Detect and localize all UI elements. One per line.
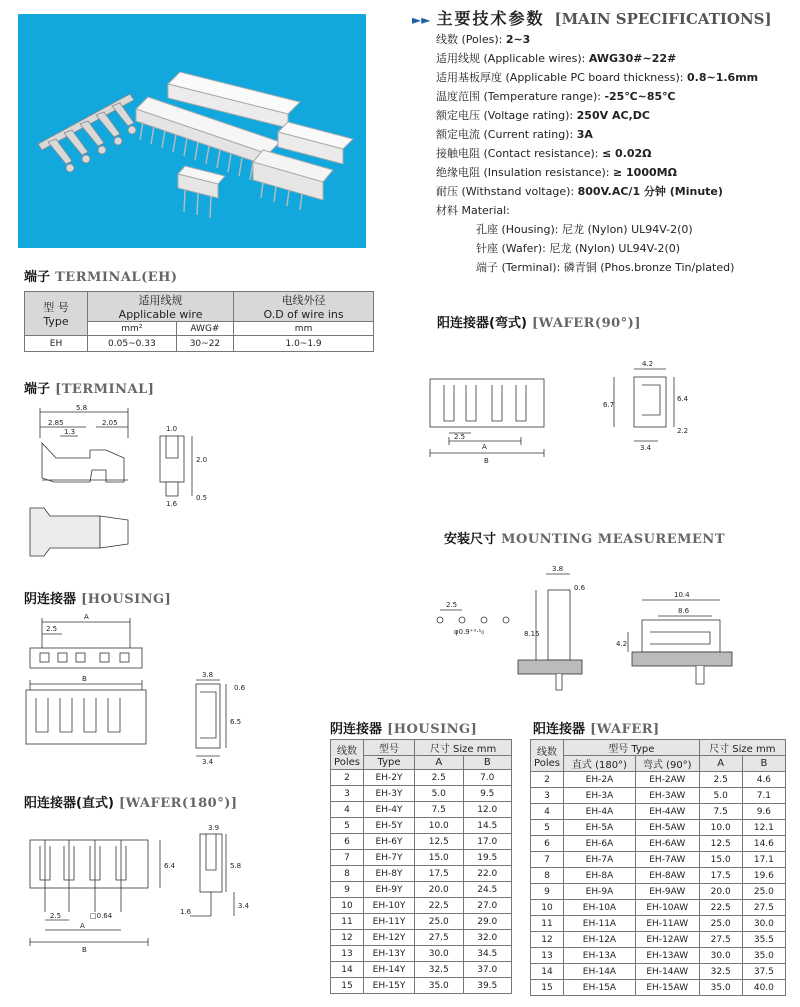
table-cell: EH-2AW — [635, 772, 699, 788]
table-cell: 27.5 — [699, 932, 742, 948]
table-cell: 2.5 — [415, 770, 464, 786]
table-cell: 9.6 — [742, 804, 785, 820]
table-cell: 7.1 — [742, 788, 785, 804]
dim-label: 4.2 — [616, 640, 628, 648]
table-cell: 7.5 — [415, 802, 464, 818]
dim-label: 10.4 — [674, 591, 690, 599]
table-cell: 2 — [331, 770, 364, 786]
table-cell: 12 — [331, 930, 364, 946]
product-photo — [18, 14, 366, 248]
table-row — [331, 882, 512, 898]
table-cell: 6 — [531, 836, 564, 852]
table-row — [531, 772, 786, 788]
table-cell: 29.0 — [463, 914, 512, 930]
table-cell: 30.0 — [742, 916, 785, 932]
table-row — [531, 884, 786, 900]
table-cell: 25.0 — [699, 916, 742, 932]
spec-item: 温度范围 (Temperature range): -25℃~85℃ — [436, 90, 676, 103]
table-row — [331, 930, 512, 946]
table-cell: EH-5Y — [364, 818, 415, 834]
col-a-header: A — [415, 756, 464, 770]
table-cell: EH-14AW — [635, 964, 699, 980]
type-header: 型号 — [364, 740, 415, 756]
table-cell: EH-8Y — [364, 866, 415, 882]
table-cell: 39.5 — [463, 978, 512, 994]
table-cell: EH-13AW — [635, 948, 699, 964]
table-cell: 17.1 — [742, 852, 785, 868]
table-cell: 13 — [531, 948, 564, 964]
dim-label: B — [82, 946, 87, 954]
table-cell: 7.0 — [463, 770, 512, 786]
dim-label: 2.5 — [46, 625, 58, 633]
table-cell: 37.0 — [463, 962, 512, 978]
wafer180-drawing — [20, 812, 260, 958]
table-cell: EH-7AW — [635, 852, 699, 868]
table-cell: EH-4Y — [364, 802, 415, 818]
spec-list — [436, 30, 758, 277]
table-cell: EH-10Y — [364, 898, 415, 914]
table-row — [331, 978, 512, 994]
spec-title-zh: 主要技术参数 — [436, 9, 545, 28]
table-cell: 2.5 — [699, 772, 742, 788]
material-item: 针座 (Wafer): 尼龙 (Nylon) UL94V-2(0) — [476, 242, 681, 255]
table-cell: EH-13A — [564, 948, 636, 964]
table-cell: 35.0 — [699, 980, 742, 996]
table-row — [531, 948, 786, 964]
col-a-header: A — [699, 756, 742, 772]
dim-label: A — [80, 922, 85, 930]
col-b-header: B — [742, 756, 785, 772]
table-cell: EH-8AW — [635, 868, 699, 884]
table-cell: EH-7A — [564, 852, 636, 868]
spec-item: 线数 (Poles): 2~3 — [436, 33, 531, 46]
table-row — [331, 802, 512, 818]
dim-label: 6.7 — [603, 401, 615, 409]
table-cell: 19.6 — [742, 868, 785, 884]
table-row — [531, 804, 786, 820]
table-cell: EH-4A — [564, 804, 636, 820]
table-cell: EH-9Y — [364, 882, 415, 898]
table-row — [531, 900, 786, 916]
table-cell: 35.0 — [742, 948, 785, 964]
table-cell: 11 — [531, 916, 564, 932]
table-cell: EH-10A — [564, 900, 636, 916]
table-cell: 7 — [531, 852, 564, 868]
table-cell: EH-6A — [564, 836, 636, 852]
table-cell: 10.0 — [699, 820, 742, 836]
spec-item: 材料 Material: — [436, 204, 510, 217]
dim-label: 3.9 — [208, 824, 220, 832]
dim-label: 3.8 — [202, 671, 214, 679]
spec-item: 额定电流 (Current rating): 3A — [436, 128, 593, 141]
table-cell: EH-9AW — [635, 884, 699, 900]
dim-label: 2.85 — [48, 419, 64, 427]
table-row — [331, 962, 512, 978]
table-cell: EH-5AW — [635, 820, 699, 836]
table-cell: 32.5 — [415, 962, 464, 978]
table-cell: 14.6 — [742, 836, 785, 852]
dim-label: 1.3 — [64, 428, 76, 436]
dim-label: 0.6 — [234, 684, 246, 692]
dim-label: B — [82, 675, 87, 683]
table-cell: 25.0 — [415, 914, 464, 930]
table-cell: 9 — [331, 882, 364, 898]
table-cell: EH-7Y — [364, 850, 415, 866]
table-cell: 4 — [531, 804, 564, 820]
table-cell: EH-15Y — [364, 978, 415, 994]
dim-label: 2.5 — [50, 912, 62, 920]
size-header: 尺寸 Size mm — [699, 740, 785, 756]
table-cell: 12.5 — [699, 836, 742, 852]
table-cell: EH-11A — [564, 916, 636, 932]
table-cell: 30.0 — [415, 946, 464, 962]
table-cell: 15.0 — [699, 852, 742, 868]
table-cell: 11 — [331, 914, 364, 930]
table-row — [331, 866, 512, 882]
spec-item: 适用基板厚度 (Applicable PC board thickness): 0.8~1.6mm — [436, 71, 759, 84]
type-header-en: Type — [364, 756, 415, 770]
table-cell: EH-14A — [564, 964, 636, 980]
col-b-header: B — [463, 756, 512, 770]
table-cell: EH-3A — [564, 788, 636, 804]
table-cell: EH-12AW — [635, 932, 699, 948]
section-housing: 阴连接器 [HOUSING] — [24, 592, 172, 607]
table-cell: 5.0 — [699, 788, 742, 804]
material-item: 端子 (Terminal): 磷青铜 (Phos.bronze Tin/plated) — [476, 261, 735, 274]
table-row — [531, 788, 786, 804]
table-row — [531, 836, 786, 852]
table-row — [331, 946, 512, 962]
poles-header: 线数 Poles — [331, 740, 364, 770]
table-cell: 14 — [331, 962, 364, 978]
table-cell: 22.5 — [699, 900, 742, 916]
table-cell: 25.0 — [742, 884, 785, 900]
connector-photo-illustration — [18, 14, 366, 248]
table-cell: 14.5 — [463, 818, 512, 834]
table-row — [331, 834, 512, 850]
dim-label: A — [84, 613, 89, 621]
table-cell: EH-10AW — [635, 900, 699, 916]
dim-label: 6.5 — [230, 718, 242, 726]
table-row — [331, 898, 512, 914]
table-cell: 4.6 — [742, 772, 785, 788]
table-cell: 6 — [331, 834, 364, 850]
spec-header — [412, 6, 772, 29]
dim-label: 6.4 — [164, 862, 176, 870]
table-cell: EH-3AW — [635, 788, 699, 804]
dim-label: 3.4 — [238, 902, 250, 910]
spec-title-en: [MAIN SPECIFICATIONS] — [554, 10, 772, 28]
section-terminal: 端子 [TERMINAL] — [24, 382, 155, 397]
table-cell: 4 — [331, 802, 364, 818]
table-cell: 15 — [331, 978, 364, 994]
table-cell: EH-11Y — [364, 914, 415, 930]
table-cell: 8 — [331, 866, 364, 882]
dim-label: 0.5 — [196, 494, 208, 502]
table-cell: 13 — [331, 946, 364, 962]
table-row — [331, 818, 512, 834]
housing-table-body — [331, 770, 512, 994]
table-cell: 22.0 — [463, 866, 512, 882]
table-cell: EH-12A — [564, 932, 636, 948]
dim-label: 8.6 — [678, 607, 690, 615]
spec-item: 适用线规 (Applicable wires): AWG30#~22# — [436, 52, 677, 65]
dim-label: 1.0 — [166, 425, 178, 433]
arrow-bullet-icon: ►► — [412, 13, 431, 27]
table-cell: 20.0 — [415, 882, 464, 898]
angle-header: 弯式 (90°) — [635, 756, 699, 772]
wafer90-drawing — [420, 355, 690, 475]
table-cell: 15.0 — [415, 850, 464, 866]
dim-label: 1.6 — [166, 500, 178, 508]
table-cell: 22.5 — [415, 898, 464, 914]
table-cell: EH-2Y — [364, 770, 415, 786]
table-cell: 12.0 — [463, 802, 512, 818]
dim-label: 2.5 — [446, 601, 458, 609]
dim-label: 2.05 — [102, 419, 118, 427]
table-cell: 12.1 — [742, 820, 785, 836]
table-row — [531, 964, 786, 980]
table-cell: 9 — [531, 884, 564, 900]
table-cell: 24.5 — [463, 882, 512, 898]
poles-header: 线数 Poles — [531, 740, 564, 772]
table-row — [531, 820, 786, 836]
table-cell: 5 — [331, 818, 364, 834]
table-cell: 9.5 — [463, 786, 512, 802]
table-cell: 5 — [531, 820, 564, 836]
mounting-drawing — [420, 560, 740, 695]
wire-header: 适用线规 Applicable wire — [88, 292, 234, 322]
dim-label: φ0.9⁺⁰·¹₀ — [454, 628, 485, 636]
table-cell: 27.0 — [463, 898, 512, 914]
dim-label: 4.2 — [642, 360, 654, 368]
unit-mm2: mm² — [88, 322, 177, 336]
table-cell: 32.5 — [699, 964, 742, 980]
table-cell: 5.0 — [415, 786, 464, 802]
table-cell: EH-6AW — [635, 836, 699, 852]
table-row: EH 0.05~0.33 30~22 1.0~1.9 — [25, 336, 374, 352]
table-cell: EH-15A — [564, 980, 636, 996]
table-row — [331, 850, 512, 866]
terminal-spec-table — [24, 291, 374, 352]
table-cell: 2 — [531, 772, 564, 788]
unit-awg: AWG# — [176, 322, 233, 336]
table-cell: 40.0 — [742, 980, 785, 996]
spec-item: 额定电压 (Voltage rating): 250V AC,DC — [436, 109, 650, 122]
dim-label: 1.6 — [180, 908, 192, 916]
section-wafer-table: 阳连接器 [WAFER] — [533, 722, 660, 737]
unit-mm: mm — [234, 322, 374, 336]
table-cell: EH-5A — [564, 820, 636, 836]
spec-item: 耐压 (Withstand voltage): 800V.AC/1 分钟 (Minute) — [436, 185, 723, 198]
dim-label: 3.4 — [640, 444, 652, 452]
table-cell: 3 — [331, 786, 364, 802]
material-item: 孔座 (Housing): 尼龙 (Nylon) UL94V-2(0) — [476, 223, 693, 236]
table-row — [331, 770, 512, 786]
table-cell: EH-13Y — [364, 946, 415, 962]
housing-drawing — [20, 608, 260, 768]
table-cell: 37.5 — [742, 964, 785, 980]
table-cell: 10.0 — [415, 818, 464, 834]
table-cell: EH-12Y — [364, 930, 415, 946]
table-row — [331, 786, 512, 802]
table-cell: 7 — [331, 850, 364, 866]
dim-label: 6.4 — [677, 395, 689, 403]
table-cell: 17.5 — [415, 866, 464, 882]
housing-size-table — [330, 739, 512, 994]
table-row — [531, 868, 786, 884]
table-cell: EH-9A — [564, 884, 636, 900]
table-cell: EH-2A — [564, 772, 636, 788]
wafer-table-body — [531, 772, 786, 996]
section-mounting: 安装尺寸 MOUNTING MEASUREMENT — [444, 532, 725, 547]
table-row — [531, 916, 786, 932]
dim-label: 3.4 — [202, 758, 214, 766]
table-cell: 15 — [531, 980, 564, 996]
table-cell: 17.5 — [699, 868, 742, 884]
table-cell: 19.5 — [463, 850, 512, 866]
table-cell: 12 — [531, 932, 564, 948]
table-cell: 3 — [531, 788, 564, 804]
dim-label: 2.0 — [196, 456, 208, 464]
table-cell: 35.5 — [742, 932, 785, 948]
table-row — [331, 914, 512, 930]
type-header: 型 号 Type — [25, 292, 88, 336]
table-cell: 20.0 — [699, 884, 742, 900]
dim-label: 5.8 — [76, 404, 88, 412]
table-cell: EH-6Y — [364, 834, 415, 850]
table-cell: 35.0 — [415, 978, 464, 994]
size-header: 尺寸 Size mm — [415, 740, 512, 756]
dim-label: □0.64 — [90, 912, 113, 920]
table-cell: 32.0 — [463, 930, 512, 946]
dim-label: 2.2 — [677, 427, 689, 435]
dim-label: A — [482, 443, 487, 451]
table-cell: 27.5 — [415, 930, 464, 946]
table-cell: 14 — [531, 964, 564, 980]
spec-item: 绝缘电阻 (Insulation resistance): ≥ 1000MΩ — [436, 166, 677, 179]
table-cell: 12.5 — [415, 834, 464, 850]
wafer-size-table — [530, 739, 786, 996]
table-cell: 34.5 — [463, 946, 512, 962]
table-row — [531, 932, 786, 948]
table-cell: EH-4AW — [635, 804, 699, 820]
table-cell: 27.5 — [742, 900, 785, 916]
table-cell: EH-15AW — [635, 980, 699, 996]
dim-label: 8.15 — [524, 630, 540, 638]
table-row — [531, 852, 786, 868]
table-cell: EH-8A — [564, 868, 636, 884]
dim-label: 2.5 — [454, 433, 466, 441]
straight-header: 直式 (180°) — [564, 756, 636, 772]
od-header: 电线外径 O.D of wire ins — [234, 292, 374, 322]
table-cell: 7.5 — [699, 804, 742, 820]
dim-label: 0.6 — [574, 584, 586, 592]
section-terminal-eh: 端子 TERMINAL(EH) — [24, 270, 178, 285]
section-housing-table: 阴连接器 [HOUSING] — [330, 722, 478, 737]
table-cell: 17.0 — [463, 834, 512, 850]
section-wafer180: 阳连接器(直式) [WAFER(180°)] — [24, 796, 238, 811]
dim-label: 5.8 — [230, 862, 242, 870]
section-wafer90: 阳连接器(弯式) [WAFER(90°)] — [437, 316, 641, 331]
terminal-drawing — [20, 398, 220, 558]
table-cell: 30.0 — [699, 948, 742, 964]
table-row — [531, 980, 786, 996]
table-cell: EH-14Y — [364, 962, 415, 978]
table-cell: EH-3Y — [364, 786, 415, 802]
table-cell: 8 — [531, 868, 564, 884]
table-cell: 10 — [531, 900, 564, 916]
dim-label: B — [484, 457, 489, 465]
table-cell: 10 — [331, 898, 364, 914]
dim-label: 3.8 — [552, 565, 564, 573]
spec-item: 接触电阻 (Contact resistance): ≤ 0.02Ω — [436, 147, 652, 160]
table-cell: EH-11AW — [635, 916, 699, 932]
type-header: 型号 Type — [564, 740, 700, 756]
